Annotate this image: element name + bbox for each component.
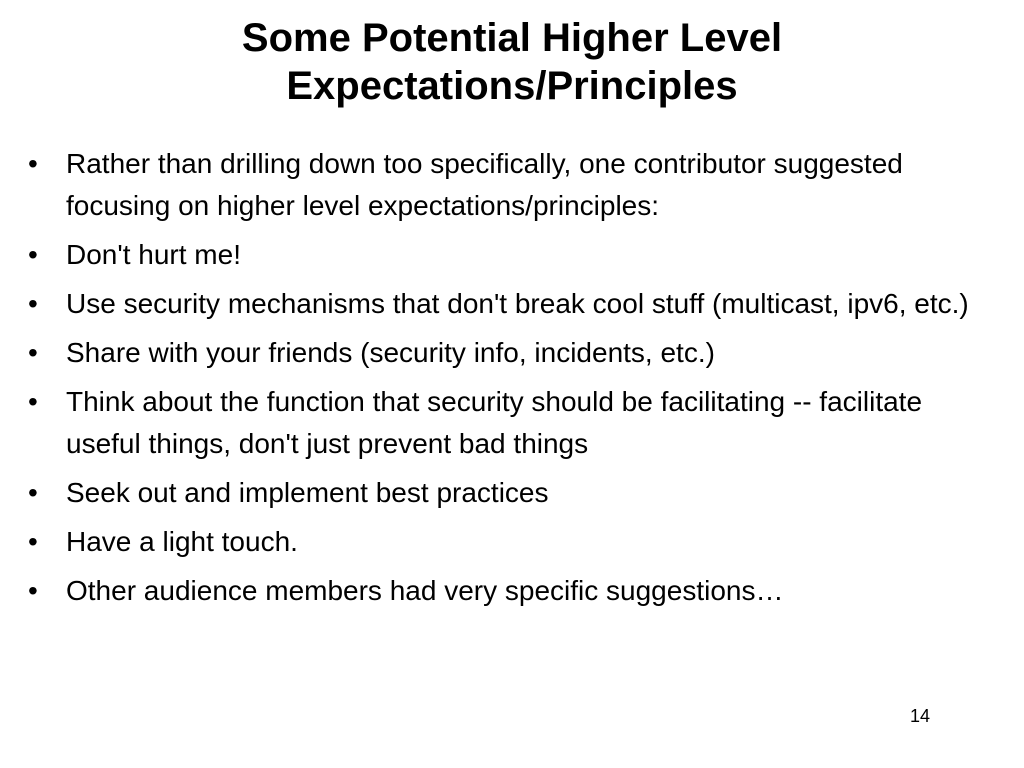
bullet-icon: • (28, 477, 38, 508)
bullet-item (28, 472, 998, 514)
bullet-icon: • (28, 386, 38, 417)
bullet-item (28, 234, 998, 276)
bullet-item (28, 283, 998, 325)
bullet-item (28, 521, 998, 563)
bullet-icon: • (28, 337, 38, 368)
bullet-item (28, 143, 998, 227)
bullet-text: Share with your friends (security info, incidents, etc.) (66, 337, 715, 368)
bullet-text: Seek out and implement best practices (66, 477, 549, 508)
bullet-item (28, 332, 998, 374)
bullet-text: Use security mechanisms that don't break cool stuff (multicast, ipv6, etc.) (66, 288, 969, 319)
bullet-icon: • (28, 575, 38, 606)
bullet-text: Other audience members had very specific suggestions… (66, 575, 784, 606)
bullet-item (28, 381, 998, 465)
bullet-text: Rather than drilling down too specifically, one contributor suggested focusing on higher level expectations/principles: (66, 148, 903, 221)
bullet-text: Think about the function that security should be facilitating -- facilitate useful things, don't just prevent bad things (66, 386, 923, 459)
bullet-icon: • (28, 288, 38, 319)
slide-title-line-2: Expectations/Principles (286, 64, 738, 108)
bullet-icon: • (28, 148, 38, 179)
bullet-text: Don't hurt me! (66, 239, 241, 270)
slide-title (100, 14, 924, 110)
slide-title-line-1: Some Potential Higher Level (241, 16, 783, 60)
bullet-icon: • (28, 239, 38, 270)
bullet-list (28, 143, 998, 619)
bullet-text: Have a light touch. (66, 526, 298, 557)
bullet-item (28, 570, 998, 612)
bullet-icon: • (28, 526, 38, 557)
page-number: 14 (910, 706, 931, 726)
